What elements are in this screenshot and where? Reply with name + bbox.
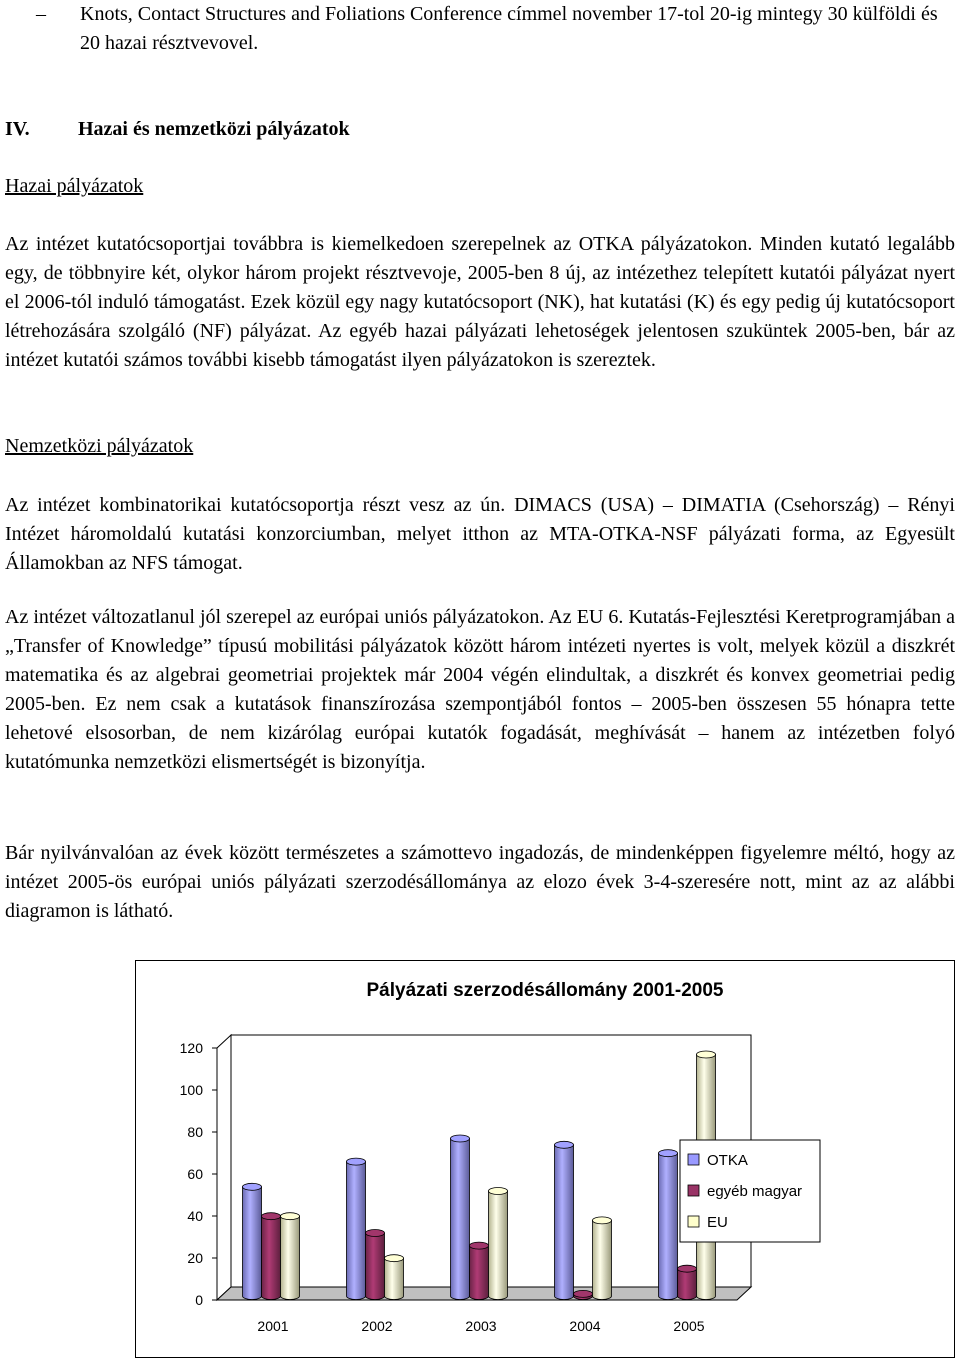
bar-chart bbox=[135, 960, 955, 1358]
bar-2002-EU bbox=[385, 1258, 404, 1299]
subheading-hazai: Hazai pályázatok bbox=[5, 175, 144, 197]
bar-top-2001-egyéb-magyar bbox=[262, 1213, 281, 1220]
y-tick-label: 40 bbox=[187, 1208, 203, 1224]
bar-top-2004-egyéb-magyar bbox=[574, 1290, 593, 1297]
bar-2001-OTKA bbox=[243, 1187, 262, 1300]
bar-top-2001-OTKA bbox=[243, 1183, 262, 1190]
bar-top-2005-EU bbox=[697, 1051, 716, 1058]
section-number: IV. bbox=[5, 118, 30, 140]
paragraph-1: Az intézet kutatócsoportjai továbbra is kiemelkedoen szerepelnek az OTKA pályázatokon. Minden kutató legalább egy, de többnyire két, olykor három projekt résztvevoje, 2005-ben 8 új, az intézethez telepített kutatói pályázat nyert el 2006-tól induló támogatást. Ezek közül egy nagy kutatócsoport (NK), hat kutatási (K) és egy pedig új kutatócsoport létrehozására szolgáló (NF) pályázat. Az egyéb hazai pályázati lehetoségek jelentosen szuküntek 2005-ben, bár az intézet kutatói számos további kisebb támogatást ilyen pályázatokon is szereztek. bbox=[5, 233, 955, 371]
bar-top-2002-EU bbox=[385, 1255, 404, 1262]
bar-top-2003-OTKA bbox=[451, 1135, 470, 1142]
x-tick-label: 2004 bbox=[569, 1318, 601, 1334]
bar-2003-egyéb-magyar bbox=[470, 1246, 489, 1300]
legend-label: OTKA bbox=[707, 1152, 748, 1169]
list-item-text: Knots, Contact Structures and Foliations Conference címmel november 17-tol 20-ig mintegy 30 külföldi és 20 hazai résztvevovel. bbox=[80, 3, 938, 54]
y-tick-label: 120 bbox=[179, 1040, 203, 1056]
list-dash: – bbox=[36, 3, 46, 25]
paragraph-2: Az intézet kombinatorikai kutatócsoportja részt vesz az ún. DIMACS (USA) – DIMATIA (Csehország) – Rényi Intézet háromoldalú kutatási konzorciumban, melyet itthon az MTA-OTKA-NSF pályázati forma, az Egyesült Államokban az NFS támogat. bbox=[5, 494, 955, 574]
bar-top-2004-OTKA bbox=[555, 1141, 574, 1148]
legend-swatch bbox=[688, 1185, 699, 1196]
bar-top-2002-egyéb-magyar bbox=[366, 1230, 385, 1237]
x-tick-label: 2005 bbox=[673, 1318, 705, 1334]
bar-2002-OTKA bbox=[347, 1162, 366, 1300]
legend-label: EU bbox=[707, 1214, 728, 1231]
bar-top-2005-OTKA bbox=[659, 1150, 678, 1157]
subheading-nemzetkozi: Nemzetközi pályázatok bbox=[5, 435, 194, 457]
bar-2003-OTKA bbox=[451, 1139, 470, 1300]
y-tick-label: 60 bbox=[187, 1166, 203, 1182]
bar-top-2001-EU bbox=[281, 1213, 300, 1220]
bar-2005-egyéb-magyar bbox=[678, 1269, 697, 1300]
bar-2003-EU bbox=[489, 1191, 508, 1300]
x-tick-label: 2003 bbox=[465, 1318, 497, 1334]
bar-2005-OTKA bbox=[659, 1153, 678, 1299]
paragraph-3: Az intézet változatlanul jól szerepel az európai uniós pályázatokon. Az EU 6. Kutatás-Fejlesztési Keretprogramjában a „Transfer of Knowledge” típusú mobilitási pályázatok között három intézeti nyertes is volt, melyek közül a diszkrét matematika és az algebrai geometriai projektek már 2004 végén elindultak, a diszkrét és konvex geometriai pedig 2005-ben. Ez nem csak a kutatások finanszírozása szempontjából fontos – 2005-ben összesen 55 hónapra tette lehetové elsosorban, de nem kizárólag európai kutatók fogadását, meghívását – hanem az intézetben folyó kutatómunka nemzetközi elismertségét is bizonyítja. bbox=[5, 606, 955, 773]
legend-swatch bbox=[688, 1216, 699, 1227]
bar-2004-OTKA bbox=[555, 1145, 574, 1300]
bar-2004-EU bbox=[593, 1220, 612, 1299]
y-tick-label: 20 bbox=[187, 1250, 203, 1266]
legend-label: egyéb magyar bbox=[707, 1183, 803, 1200]
paragraph-4: Bár nyilvánvalóan az évek között természetes a számottevo ingadozás, de mindenképpen figyelemre méltó, hogy az intézet 2005-ös európai uniós pályázati szerzodésállománya az elozo évek 3-4-szeresére nott, mint az az alábbi diagramon is látható. bbox=[5, 842, 955, 922]
bar-2002-egyéb-magyar bbox=[366, 1233, 385, 1300]
y-tick-label: 0 bbox=[195, 1292, 203, 1308]
bar-top-2005-egyéb-magyar bbox=[678, 1265, 697, 1272]
bar-top-2002-OTKA bbox=[347, 1158, 366, 1165]
chart-title: Pályázati szerzodésállomány 2001-2005 bbox=[366, 980, 724, 1001]
y-tick-label: 100 bbox=[179, 1082, 203, 1098]
side-wall bbox=[217, 1035, 231, 1300]
x-tick-label: 2001 bbox=[257, 1318, 289, 1334]
section-heading bbox=[5, 115, 350, 144]
bar-top-2004-EU bbox=[593, 1217, 612, 1224]
bar-top-2003-egyéb-magyar bbox=[470, 1242, 489, 1249]
legend-swatch bbox=[688, 1154, 699, 1165]
y-tick-label: 80 bbox=[187, 1124, 203, 1140]
section-title: Hazai és nemzetközi pályázatok bbox=[78, 118, 350, 140]
x-tick-label: 2002 bbox=[361, 1318, 393, 1334]
bar-2001-EU bbox=[281, 1216, 300, 1299]
bar-2001-egyéb-magyar bbox=[262, 1216, 281, 1299]
bar-top-2003-EU bbox=[489, 1188, 508, 1195]
